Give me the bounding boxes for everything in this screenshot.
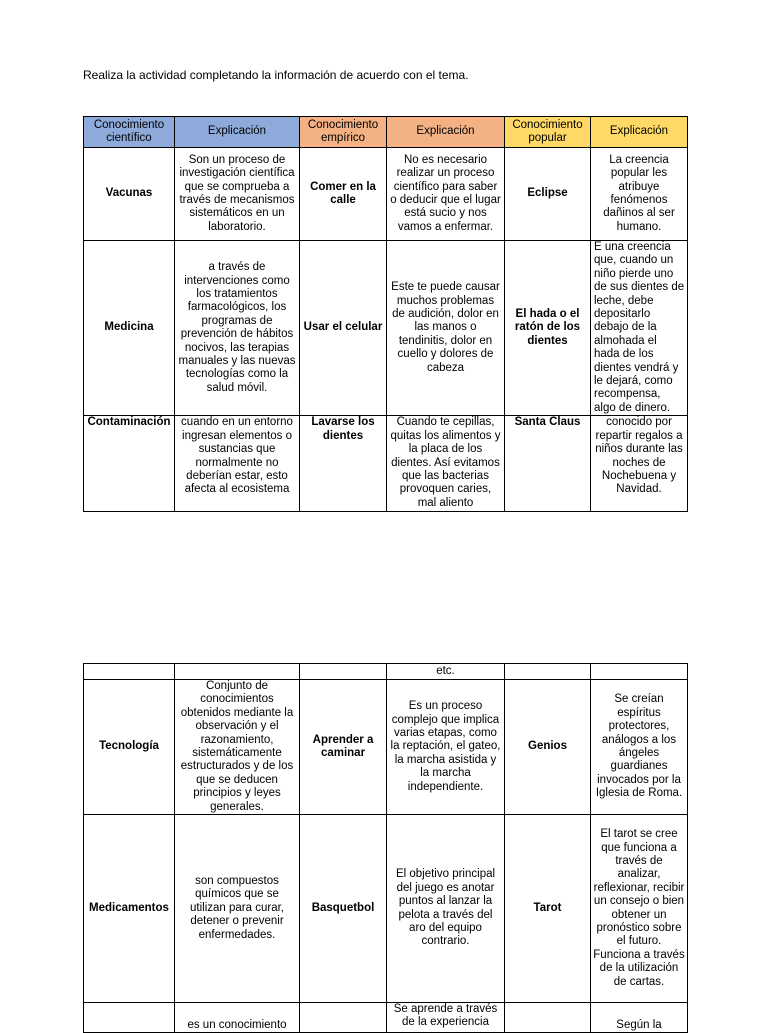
cell-empirico-term [300, 1003, 387, 1033]
header-explicacion-cientifico: Explicación [175, 117, 300, 148]
header-conocimiento-cientifico: Conocimiento científico [84, 117, 175, 148]
cell-popular-term: Eclipse [505, 148, 591, 241]
cell-cientifico-term [84, 664, 175, 680]
instructions-text: Realiza la actividad completando la información de acuerdo con el tema. [83, 68, 469, 82]
cell-cientifico-explicacion: a través de intervenciones como los tratamientos farmacológicos, los programas de prevención de hábitos nocivos, las terapias manuales y las nuevas tecnologías como la salud móvil. [175, 241, 300, 416]
cell-empirico-term [300, 664, 387, 680]
table-row [84, 148, 688, 241]
table-row [84, 416, 688, 512]
cell-popular-explicacion: El tarot se cree que funciona a través de analizar, reflexionar, recibir un consejo o bien obtener un pronóstico sobre el futuro. Funciona a través de la utilización de cartas. [591, 815, 688, 1003]
header-conocimiento-empirico: Conocimiento empírico [300, 117, 387, 148]
table-row [84, 680, 688, 815]
cell-popular-term: El hada o el ratón de los dientes [505, 241, 591, 416]
table-row [84, 815, 688, 1003]
cell-cientifico-explicacion: Son un proceso de investigación científica que se comprueba a través de mecanismos sistemáticos en un laboratorio. [175, 148, 300, 241]
cell-popular-explicacion: Se creían espíritus protectores, análogos a los ángeles guardianes invocados por la Iglesia de Roma. [591, 680, 688, 815]
table-header-row [84, 117, 688, 148]
cell-empirico-explicacion: etc. [387, 664, 505, 680]
cell-popular-explicacion: conocido por repartir regalos a niños durante las noches de Nochebuena y Navidad. [591, 416, 688, 512]
cell-popular-explicacion: Según la [591, 1003, 688, 1033]
header-conocimiento-popular: Conocimiento popular [505, 117, 591, 148]
cell-empirico-term: Lavarse los dientes [300, 416, 387, 512]
cell-popular-term: Tarot [505, 815, 591, 1003]
table-row [84, 241, 688, 416]
cell-cientifico-term: Tecnología [84, 680, 175, 815]
cell-popular-term: Genios [505, 680, 591, 815]
cell-empirico-explicacion: El objetivo principal del juego es anotar puntos al lanzar la pelota a través del aro del equipo contrario. [387, 815, 505, 1003]
cell-popular-term: Santa Claus [505, 416, 591, 512]
cell-popular-explicacion [591, 664, 688, 680]
cell-cientifico-explicacion [175, 664, 300, 680]
cell-empirico-term: Aprender a caminar [300, 680, 387, 815]
cell-cientifico-term: Medicina [84, 241, 175, 416]
table-row [84, 664, 688, 680]
cell-empirico-explicacion: Se aprende a través de la experiencia [387, 1003, 505, 1033]
cell-cientifico-term: Medicamentos [84, 815, 175, 1003]
cell-popular-term [505, 664, 591, 680]
cell-cientifico-explicacion: cuando en un entorno ingresan elementos o sustancias que normalmente no deberían estar, esto afecta al ecosistema [175, 416, 300, 512]
cell-popular-term [505, 1003, 591, 1033]
cell-empirico-explicacion: Es un proceso complejo que implica varias etapas, como la reptación, el gateo, la marcha asistida y la marcha independiente. [387, 680, 505, 815]
header-explicacion-empirico: Explicación [387, 117, 505, 148]
cell-empirico-term: Comer en la calle [300, 148, 387, 241]
cell-empirico-term: Basquetbol [300, 815, 387, 1003]
cell-empirico-term: Usar el celular [300, 241, 387, 416]
cell-cientifico-explicacion: es un conocimiento [175, 1003, 300, 1033]
cell-empirico-explicacion: Cuando te cepillas, quitas los alimentos y la placa de los dientes. Así evitamos que las bacterias provoquen caries, mal aliento [387, 416, 505, 512]
cell-popular-explicacion: La creencia popular les atribuye fenómenos dañinos al ser humano. [591, 148, 688, 241]
cell-cientifico-term: Vacunas [84, 148, 175, 241]
cell-cientifico-term [84, 1003, 175, 1033]
header-explicacion-popular: Explicación [591, 117, 688, 148]
cell-empirico-explicacion: Este te puede causar muchos problemas de audición, dolor en las manos o tendinitis, dolor en cuello y dolores de cabeza [387, 241, 505, 416]
cell-cientifico-explicacion: son compuestos químicos que se utilizan para curar, detener o prevenir enfermedades. [175, 815, 300, 1003]
knowledge-table-1 [83, 116, 688, 512]
cell-cientifico-explicacion: Conjunto de conocimientos obtenidos mediante la observación y el razonamiento, sistemáticamente estructurados y de los que se deducen principios y leyes generales. [175, 680, 300, 815]
table-row [84, 1003, 688, 1033]
cell-popular-explicacion: E una creencia que, cuando un niño pierde uno de sus dientes de leche, debe depositarlo debajo de la almohada el hada de los dientes vendrá y le dejará, como recompensa, algo de dinero. [591, 241, 688, 416]
knowledge-table-2 [83, 663, 688, 1033]
cell-empirico-explicacion: No es necesario realizar un proceso científico para saber o deducir que el lugar está sucio y nos vamos a enfermar. [387, 148, 505, 241]
cell-cientifico-term: Contaminación [84, 416, 175, 512]
